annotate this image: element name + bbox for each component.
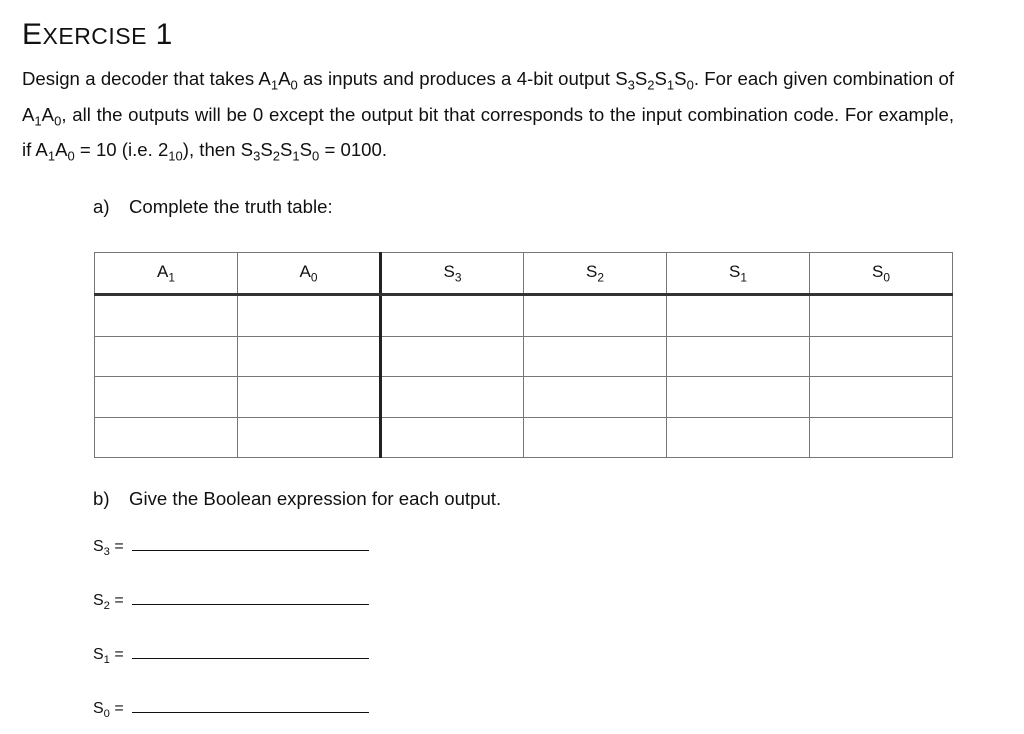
header-s0: $S_0$ [810,253,953,295]
expression-label: $S_1$ = [93,646,124,667]
part-a-text: Complete the truth table: [129,196,333,217]
table-cell[interactable] [95,336,238,376]
problem-statement: Design a decoder that takes $A_1A_0$ as inputs and produces a 4-bit output $S_3S_2S_1S_0$. For each given combination of $A_1A_0$, all the outputs will be 0 except the output bit that corresponds to the input combination code. For example, if $A_1A_0 = 10$ (i.e. $2_{10}$), then $S_3S_2S_1S_0 = 0100$. [22,68,954,165]
expression-label: $S_2$ = [93,592,124,613]
table-cell[interactable] [95,377,238,417]
table-cell[interactable] [667,295,810,336]
table-cell[interactable] [381,336,524,376]
table-cell[interactable] [238,336,381,376]
table-cell[interactable] [667,417,810,457]
expression-s3 [93,532,369,558]
table-cell[interactable] [810,295,953,336]
table-cell[interactable] [238,377,381,417]
header-a1: $A_1$ [95,253,238,295]
table-cell[interactable] [810,417,953,457]
table-cell[interactable] [381,377,524,417]
answer-blank-s0[interactable] [132,694,369,713]
expression-s2 [93,586,369,612]
table-cell[interactable] [524,377,667,417]
table-cell[interactable] [381,417,524,457]
table-cell[interactable] [810,336,953,376]
answer-blank-s1[interactable] [132,640,369,659]
expression-label: $S_0$ = [93,700,124,721]
header-a0: $A_0$ [238,253,381,295]
table-cell[interactable] [524,295,667,336]
expression-label: $S_3$ = [93,538,124,559]
table-row [95,377,953,417]
truth-table-header-row [95,253,953,295]
table-cell[interactable] [238,417,381,457]
part-b-prompt [93,488,501,510]
answer-blank-s3[interactable] [132,532,369,551]
truth-table [94,252,953,458]
table-cell[interactable] [524,417,667,457]
title-number: 1 [155,18,173,51]
table-cell[interactable] [95,295,238,336]
part-a-number: a) [93,196,110,217]
table-cell[interactable] [95,417,238,457]
header-s3: $S_3$ [381,253,524,295]
table-row [95,417,953,457]
table-cell[interactable] [667,377,810,417]
header-s1: $S_1$ [667,253,810,295]
part-b-number: b) [93,488,110,509]
part-a-prompt [93,196,333,218]
table-cell[interactable] [667,336,810,376]
table-row [95,295,953,336]
table-cell[interactable] [524,336,667,376]
expression-s1 [93,640,369,666]
table-cell[interactable] [381,295,524,336]
title-rest: XERCISE [42,23,147,49]
header-s2: $S_2$ [524,253,667,295]
table-cell[interactable] [238,295,381,336]
answer-blank-s2[interactable] [132,586,369,605]
part-b-text: Give the Boolean expression for each output. [129,488,502,509]
title-initial: E [22,18,43,51]
expression-s0 [93,694,369,720]
table-row [95,336,953,376]
table-cell[interactable] [810,377,953,417]
exercise-title [22,18,173,52]
